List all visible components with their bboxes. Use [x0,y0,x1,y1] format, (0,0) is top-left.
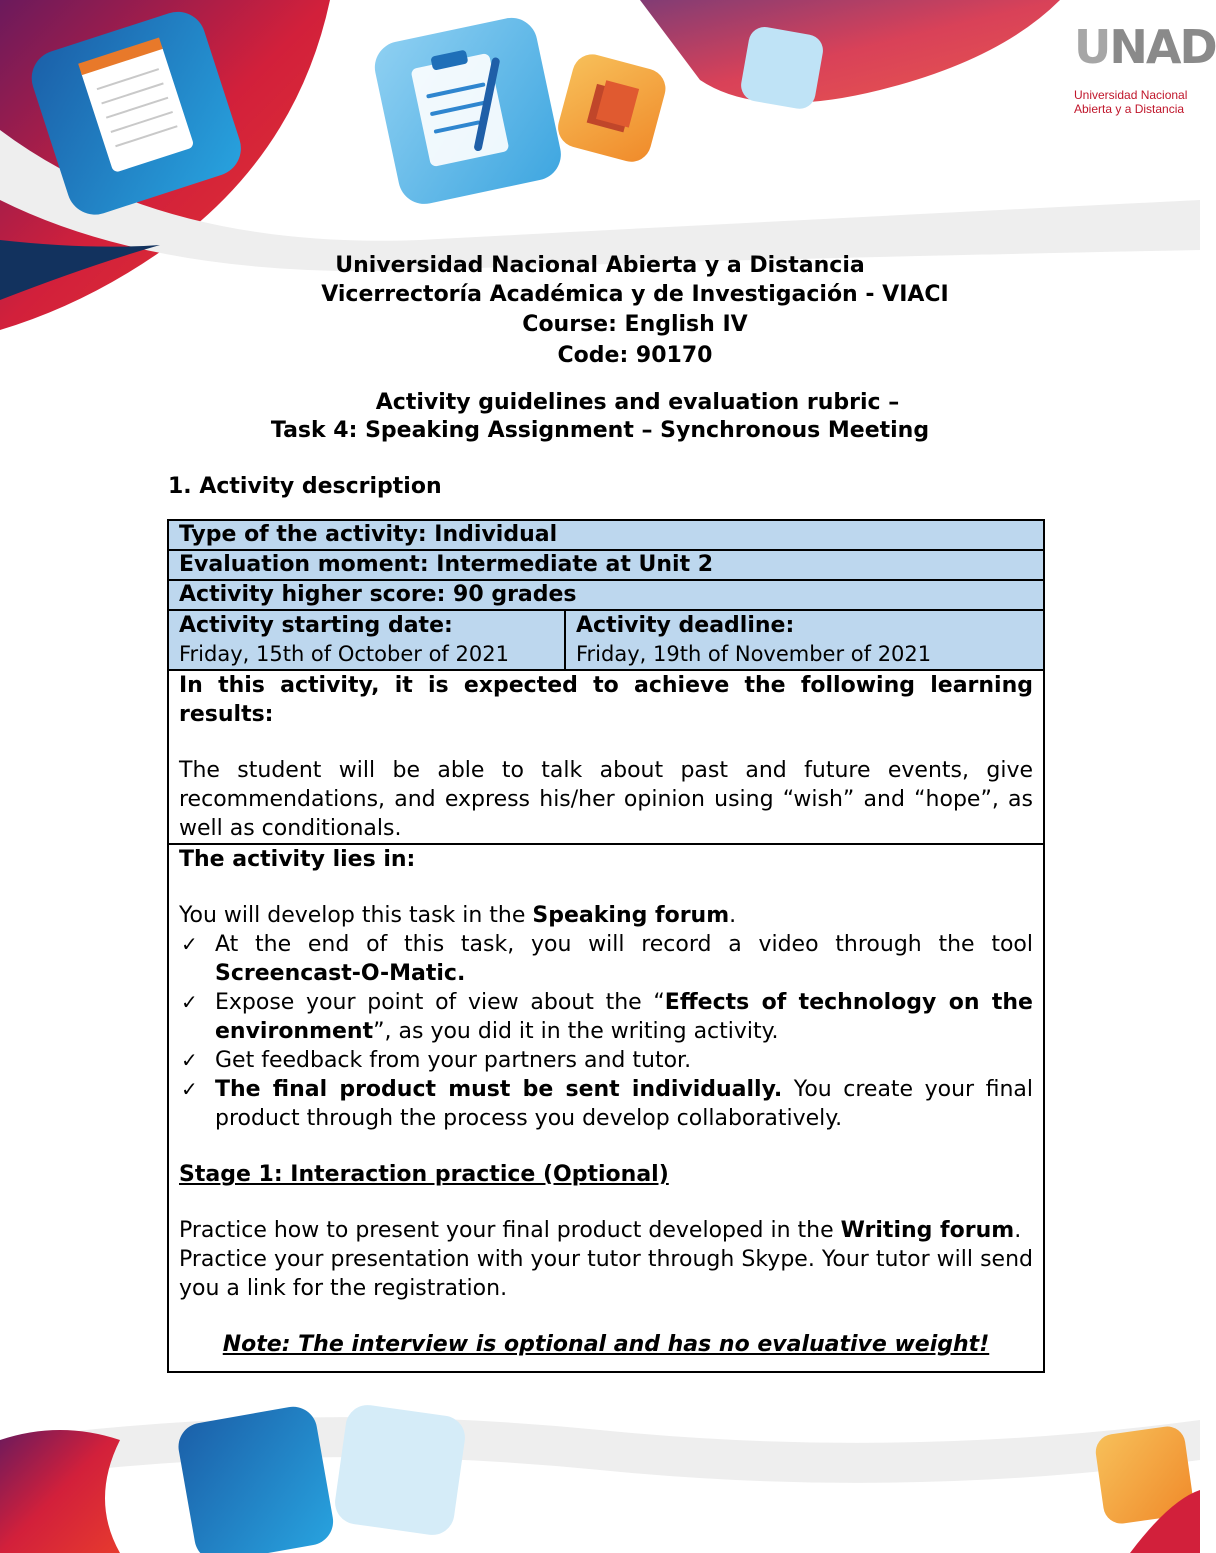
check-icon: ✓ [181,1077,198,1101]
activity-table [167,519,1045,1373]
start-date-cell [168,610,565,670]
course-code: Code: 90170 [557,343,713,368]
list-item: ✓ At the end of this task, you will record a video through the tool Screencast-O-Matic. [181,932,1033,986]
bottom-red-swoosh [0,1430,120,1553]
university-name: Universidad Nacional Abierta y a Distancia [335,253,865,278]
list-item: ✓ The final product must be sent individually. You create your final product through the process you develop collaboratively. [181,1077,1034,1131]
evaluation-moment: Evaluation moment: Intermediate at Unit 2 [168,550,1044,580]
list-item: ✓ Get feedback from your partners and tutor. [181,1048,692,1073]
unad-logo-wordmark: UNAD [1074,20,1216,74]
practice-paragraph-1: Practice how to present your final product developed in the Writing forum. [179,1218,1022,1243]
book-tile [554,50,670,166]
clipboard-tile [370,13,566,209]
unad-logo-line2: Abierta y a Distancia [1074,102,1185,116]
activity-score: Activity higher score: 90 grades [168,580,1044,610]
start-date-label: Activity starting date: [179,613,453,638]
bottom-light-tile [332,1402,468,1538]
section-activity-description: 1. Activity description [168,474,442,499]
stage-1-heading: Stage 1: Interaction practice (Optional) [179,1162,669,1187]
vicerrectoria-name: Vicerrectoría Académica y de Investigación - VIACI [321,282,949,307]
develop-task-text: You will develop this task in the Speaking forum. [179,903,737,928]
small-blue-tile [739,24,826,111]
top-right-red [640,0,1060,103]
bottom-blue-tile [175,1403,337,1553]
deadline-cell [565,610,1044,670]
practice-paragraph-2: Practice your presentation with your tutor through Skype. Your tutor will send you a link for the registration. [179,1247,1033,1301]
optional-note: Note: The interview is optional and has no evaluative weight! [222,1332,990,1357]
list-item: ✓ Expose your point of view about the “Effects of technology on the environment”, as you did it in the writing activity. [181,990,1033,1044]
deadline-label: Activity deadline: [576,613,795,638]
task-checklist [179,930,1033,1133]
check-icon: ✓ [181,1048,198,1072]
learning-results-heading: In this activity, it is expected to achieve the following learning results: [179,673,1033,727]
activity-lies-cell [168,844,1044,1372]
task-title: Task 4: Speaking Assignment – Synchronous Meeting [270,418,930,443]
activity-type: Type of the activity: Individual [168,520,1044,550]
check-icon: ✓ [181,932,198,956]
learning-results-text: The student will be able to talk about past and future events, give recommendations, and express his/her opinion using “wish” and “hope”, as well as conditionals. [179,758,1033,841]
activity-lies-heading: The activity lies in: [179,847,416,872]
unad-logo-line1: Universidad Nacional [1074,88,1188,102]
course-name: Course: English IV [522,312,748,337]
deadline-value: Friday, 19th of November of 2021 [576,642,932,666]
unad-logo [1068,10,1216,116]
check-icon: ✓ [181,990,198,1014]
start-date-value: Friday, 15th of October of 2021 [179,642,509,666]
guidelines-title: Activity guidelines and evaluation rubric – [375,390,900,415]
learning-results-cell [168,670,1044,844]
